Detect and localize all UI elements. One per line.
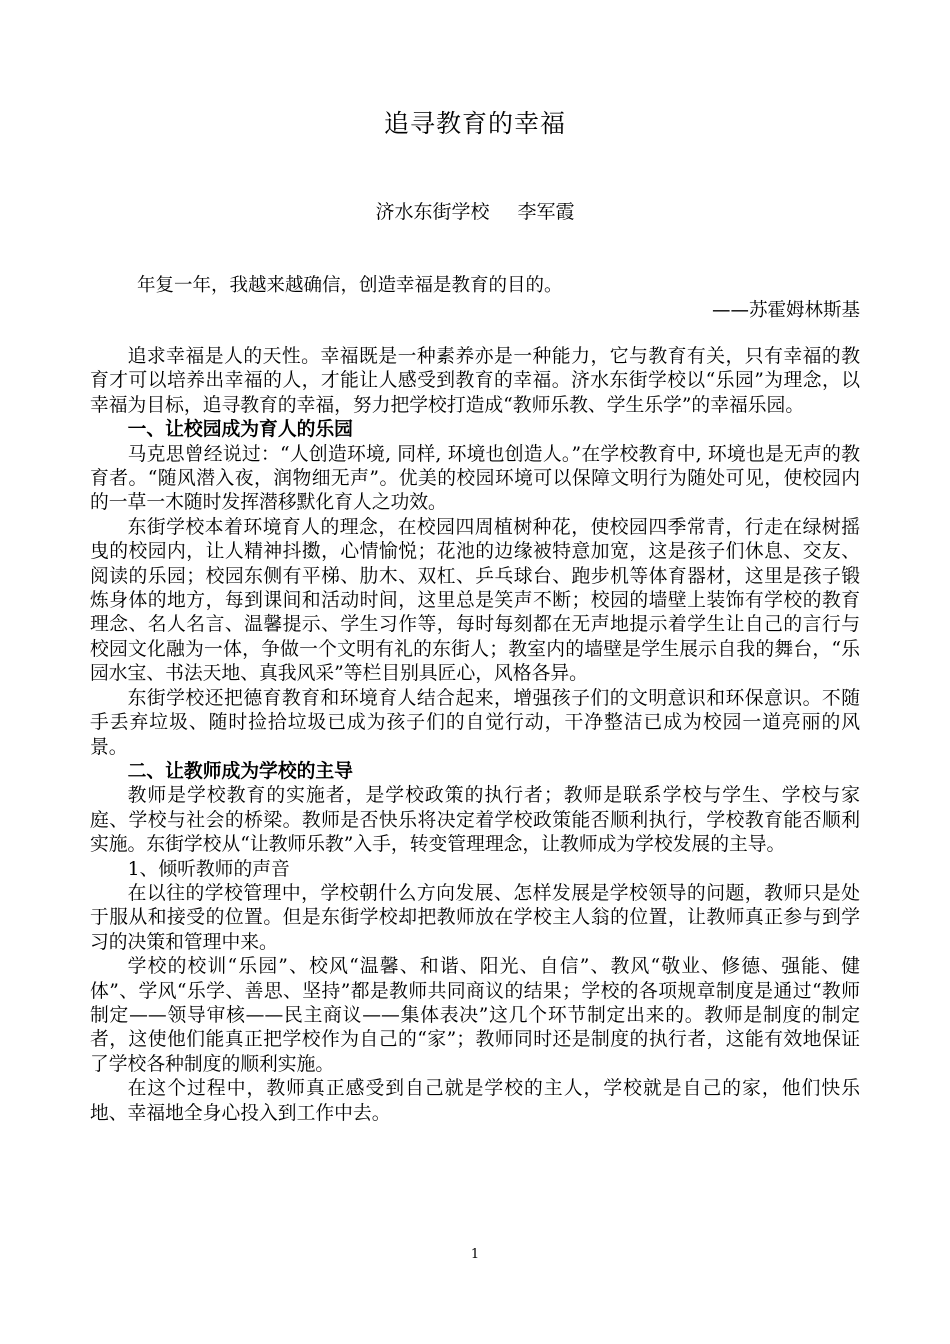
paragraph: 东街学校本着环境育人的理念，在校园四周植树种花，使校园四季常青，行走在绿树摇曳的校园内，让人精神抖擞，心情愉悦；花池的边缘被特意加宽，这是孩子们休息、交友、阅读的乐园；校园东侧有平梯、肋木、双杠、乒乓球台、跑步机等体育器材，这里是孩子锻炼身体的地方，每到课间和活动时间，这里总是笑声不断；校园的墙壁上装饰有学校的教育理念、名人名言、温馨提示、学生习作等，每时每刻都在无声地提示着学生让自己的言行与校园文化融为一体，争做一个文明有礼的东街人；教室内的墙壁是学生展示自我的舞台，“乐园水宝、书法天地、真我风采”等栏目别具匠心，风格各异。 <box>90 516 860 685</box>
paragraph: 学校的校训“乐园”、校风“温馨、和谐、阳光、自信”、教风“敬业、修德、强能、健体”、学风“乐学、善思、坚持”都是教师共同商议的结果；学校的各项规章制度是通过“教师制定——领导审核——民主商议——集体表决”这几个环节制定出来的。教师是制度的制定者，这使他们能真正把学校作为自己的“家”；教师同时还是制度的执行者，这能有效地保证了学校各种制度的顺利实施。 <box>90 956 860 1075</box>
article-body <box>90 345 860 1126</box>
school-name: 济水东街学校 <box>375 201 490 223</box>
author-name: 李军霞 <box>517 201 575 223</box>
paragraph: 在这个过程中，教师真正感受到自己就是学校的主人，学校就是自己的家，他们快乐地、幸福地全身心投入到工作中去。 <box>90 1078 860 1124</box>
epigraph-quote: 年复一年，我越来越确信，创造幸福是教育的目的。 <box>137 275 563 296</box>
page-title: 追寻教育的幸福 <box>383 109 566 138</box>
paragraph: 东街学校还把德育教育和环境育人结合起来，增强孩子们的文明意识和环保意识。不随手丢弃垃圾、随时捡拾垃圾已成为孩子们的自觉行动，干净整洁已成为校园一道亮丽的风景。 <box>90 687 860 758</box>
paragraph: 教师是学校教育的实施者，是学校政策的执行者；教师是联系学校与学生、学校与家庭、学校与社会的桥梁。教师是否快乐将决定着学校政策能否顺利执行，学校教育能否顺利实施。东街学校从“让教师乐教”入手，转变管理理念，让教师成为学校发展的主导。 <box>90 785 860 856</box>
paragraph: 马克思曾经说过：“人创造环境, 同样, 环境也创造人。”在学校教育中, 环境也是无声的教育者。“随风潜入夜，润物细无声”。优美的校园环境可以保障文明行为随处可见，使校园内的一草一木随时发挥潜移默化育人之功效。 <box>90 443 860 514</box>
page-number: 1 <box>470 1247 480 1262</box>
paragraph: 在以往的学校管理中，学校朝什么方向发展、怎样发展是学校领导的问题，教师只是处于服从和接受的位置。但是东街学校却把教师放在学校主人翁的位置，让教师真正参与到学习的决策和管理中来。 <box>90 882 860 953</box>
subsection-heading: 1、倾听教师的声音 <box>127 858 290 880</box>
section-heading-1: 一、让校园成为育人的乐园 <box>127 419 353 441</box>
byline <box>90 197 860 224</box>
intro-paragraph: 追求幸福是人的天性。幸福既是一种素养亦是一种能力，它与教育有关，只有幸福的教育才可以培养出幸福的人，才能让人感受到教育的幸福。济水东街学校以“乐园”为理念，以幸福为目标，追寻教育的幸福，努力把学校打造成“教师乐教、学生乐学”的幸福乐园。 <box>90 346 860 416</box>
section-heading-2: 二、让教师成为学校的主导 <box>127 760 353 782</box>
epigraph-attribution: ——苏霍姆林斯基 <box>711 300 860 321</box>
